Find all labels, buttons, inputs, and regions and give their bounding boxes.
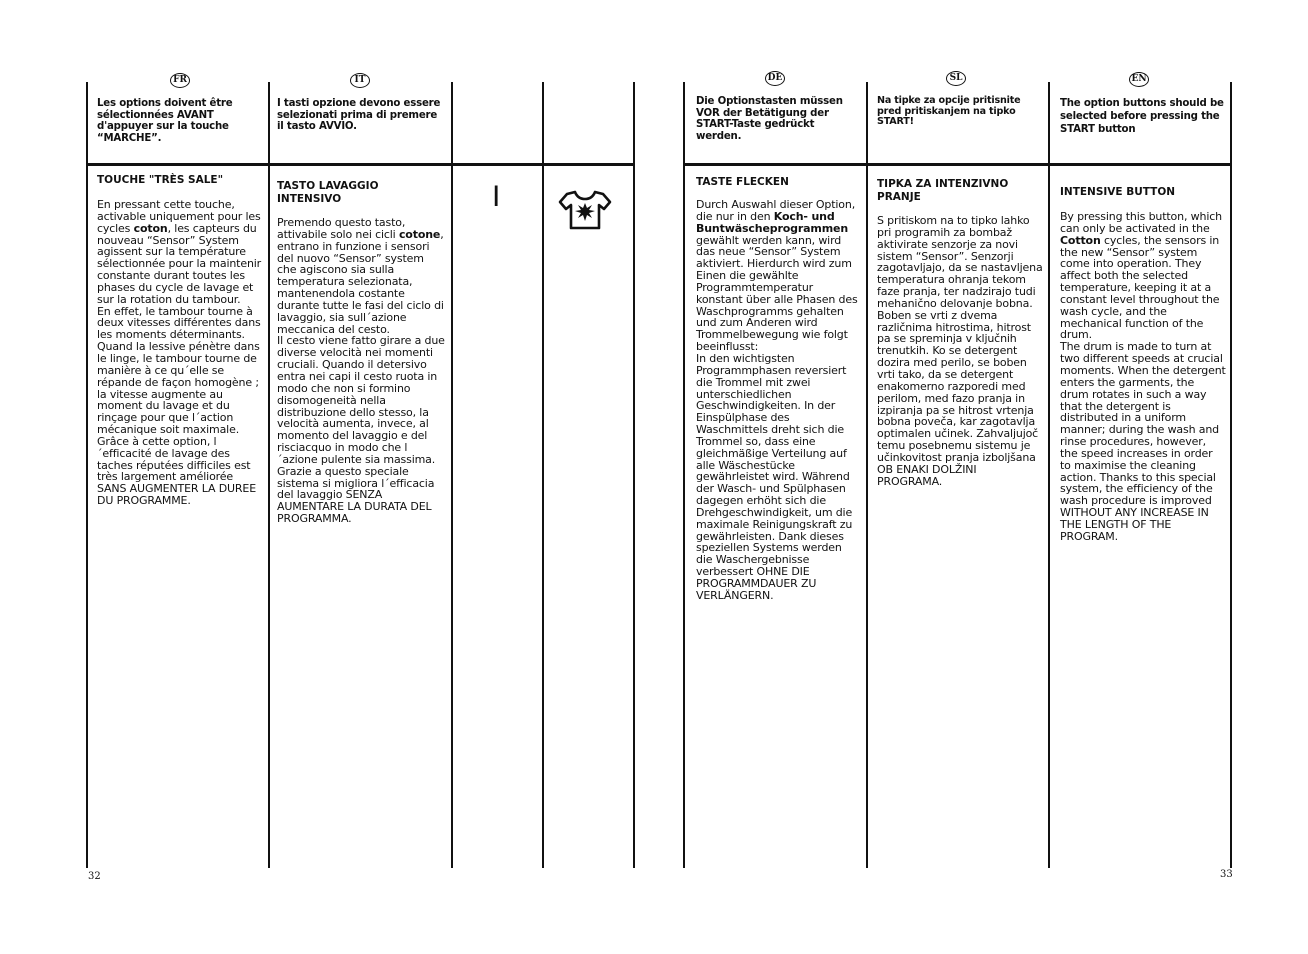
column-divider [451, 82, 453, 868]
button-symbol: I [492, 180, 501, 213]
section-body-fr: En pressant cette touche, activable uniquement pour les cycles coton, les capteurs du nouveau “Sensor” System agissent sur la température sélectionnée pour la maintenir constante durant toutes les phases du cycle de lavage et sur la rotation du tambour. En effet, le tambour tourne à deux vitesses différentes dans les moments déterminants. Quand la lessive pénètre dans le linge, le tambour tourne de manière à ce qu´elle se répande de façon homogène ; la vitesse augmente au moment du lavage et du rinçage pour que l´action mécanique soit maximale. Grâce à cette option, l´efficacité de lavage des taches réputées difficiles est très largement améliorée SANS AUGMENTER LA DUREE DU PROGRAMME. [97, 198, 262, 508]
column-divider [86, 82, 88, 868]
option-note-sl: Na tipke za opcije pritisnite pred pritiskanjem na tipko START! [877, 95, 1021, 127]
header-separator [683, 163, 1232, 166]
option-note-it: I tasti opzione devono essere selezionati prima di premere il tasto AVVIO. [277, 98, 441, 132]
column-divider [542, 82, 544, 868]
section-body-it: Premendo questo tasto, attivabile solo nei cicli cotone, entrano in funzione i sensori del nuovo “Sensor” system che agiscono sia sulla temperatura selezionata, mantenendola costante durante tutte le fasi del ciclo di lavaggio, sia sull´azione meccanica del cesto. Il cesto viene fatto girare a due diverse velocità nei momenti cruciali. Quando il detersivo entra nei capi il cesto ruota in modo che non si formino disomogeneità nella distribuzione dello stesso, la velocità aumenta, invece, al momento del lavaggio e del risciacquo in modo che l´azione pulente sia massima. Grazie a questo speciale sistema si migliora l´efficacia del lavaggio SENZA AUMENTARE LA DURATA DEL PROGRAMMA. [277, 216, 445, 526]
section-body-de: Durch Auswahl dieser Option, die nur in den Koch- und Buntwäscheprogrammen gewählt werden kann, wird das neue “Sensor” System aktiviert. Hierdurch wird zum Einen die gewählte Programmtemperatur konstant über alle Phasen des Waschprogramms gehalten und zum Anderen wird Trommelbewegung wie folgt beeinflusst: In den wichtigsten Programmphasen reversiert die Trommel mit zwei unterschiedlichen Geschwindigkeiten. In der Einspülphase des Waschmittels dreht sich die Trommel so, dass eine gleichmäßige Verteilung auf alle Wäschestücke gewährleistet wird. Während der Wasch- und Spülphasen dagegen erhöht sich die Drehgeschwindigkeit, um die maximale Reinigungskraft zu gewährleisten. Dank dieses speziellen Systems werden die Waschergebnisse verbessert OHNE DIE PROGRAMMDAUER ZU VERLÄNGERN. [696, 198, 858, 602]
column-divider [268, 82, 270, 868]
column-divider [1230, 82, 1232, 868]
language-flag-en: EN [1129, 72, 1149, 87]
option-note-fr: Les options doivent être sélectionnées AVANT d'appuyer sur la touche “MARCHE”. [97, 98, 233, 144]
column-fr [97, 174, 263, 507]
column-divider [633, 82, 635, 868]
option-note-de: Die Optionstasten müssen VOR der Betätigung der START-Taste gedrückt werden. [696, 96, 843, 142]
stained-shirt-icon [558, 188, 612, 232]
section-heading-it: TASTO LAVAGGIO INTENSIVO [277, 180, 379, 205]
column-divider [866, 82, 868, 868]
page-number: 32 [88, 871, 101, 882]
section-heading-sl: TIPKA ZA INTENZIVNO PRANJE [877, 178, 1009, 203]
page-number: 33 [1220, 869, 1233, 880]
section-heading-fr: TOUCHE "TRÈS SALE" [97, 174, 224, 186]
language-flag-fr: FR [170, 73, 190, 88]
header-separator [86, 163, 635, 166]
section-body-sl: S pritiskom na to tipko lahko pri programih za bombaž aktivirate senzorje za novi sistem “Sensor”. Senzorji zagotavljajo, da se nastavljena temperatura ohranja tekom faze pranja, ter nadzirajo tudi mehanično delovanje bobna. Boben se vrti z dvema različnima hitrostima, hitrost pa se spreminja v ključnih trenutkih. Ko se detergent dozira med perilo, se boben vrti tako, da se detergent enakomerno razporedi med perilom, med fazo pranja in izpiranja pa se hitrost vrtenja bobna poveča, kar zagotavlja optimalen učinek. Zahvaljujoč temu posebnemu sistemu je učinkovitost pranja izboljšana OB ENAKI DOLŽINI PROGRAMA. [877, 214, 1043, 488]
section-body-en: By pressing this button, which can only be activated in the Cotton cycles, the sensors in the new “Sensor” system come into operation. They affect both the selected temperature, keeping it at a constant level throughout the wash cycle, and the mechanical function of the drum. The drum is made to turn at two different speeds at crucial moments. When the detergent enters the garments, the drum rotates in such a way that the detergent is distributed in a uniform manner; during the wash and rinse procedures, however, the speed increases in order to maximise the cleaning action. Thanks to this special system, the efficiency of the wash procedure is improved WITHOUT ANY INCREASE IN THE LENGTH OF THE PROGRAM. [1060, 210, 1226, 543]
language-flag-sl: SL [946, 71, 966, 86]
section-heading-en: INTENSIVE BUTTON [1060, 186, 1176, 198]
column-en [1060, 186, 1226, 543]
section-heading-de: TASTE FLECKEN [696, 176, 789, 188]
column-sl [877, 178, 1043, 487]
language-flag-de: DE [765, 71, 785, 86]
column-divider [1048, 82, 1050, 868]
column-divider [683, 82, 685, 868]
column-it [277, 180, 445, 525]
language-flag-it: IT [350, 73, 370, 88]
column-de [696, 176, 861, 602]
option-note-en: The option buttons should be selected before pressing the START button [1060, 98, 1224, 135]
